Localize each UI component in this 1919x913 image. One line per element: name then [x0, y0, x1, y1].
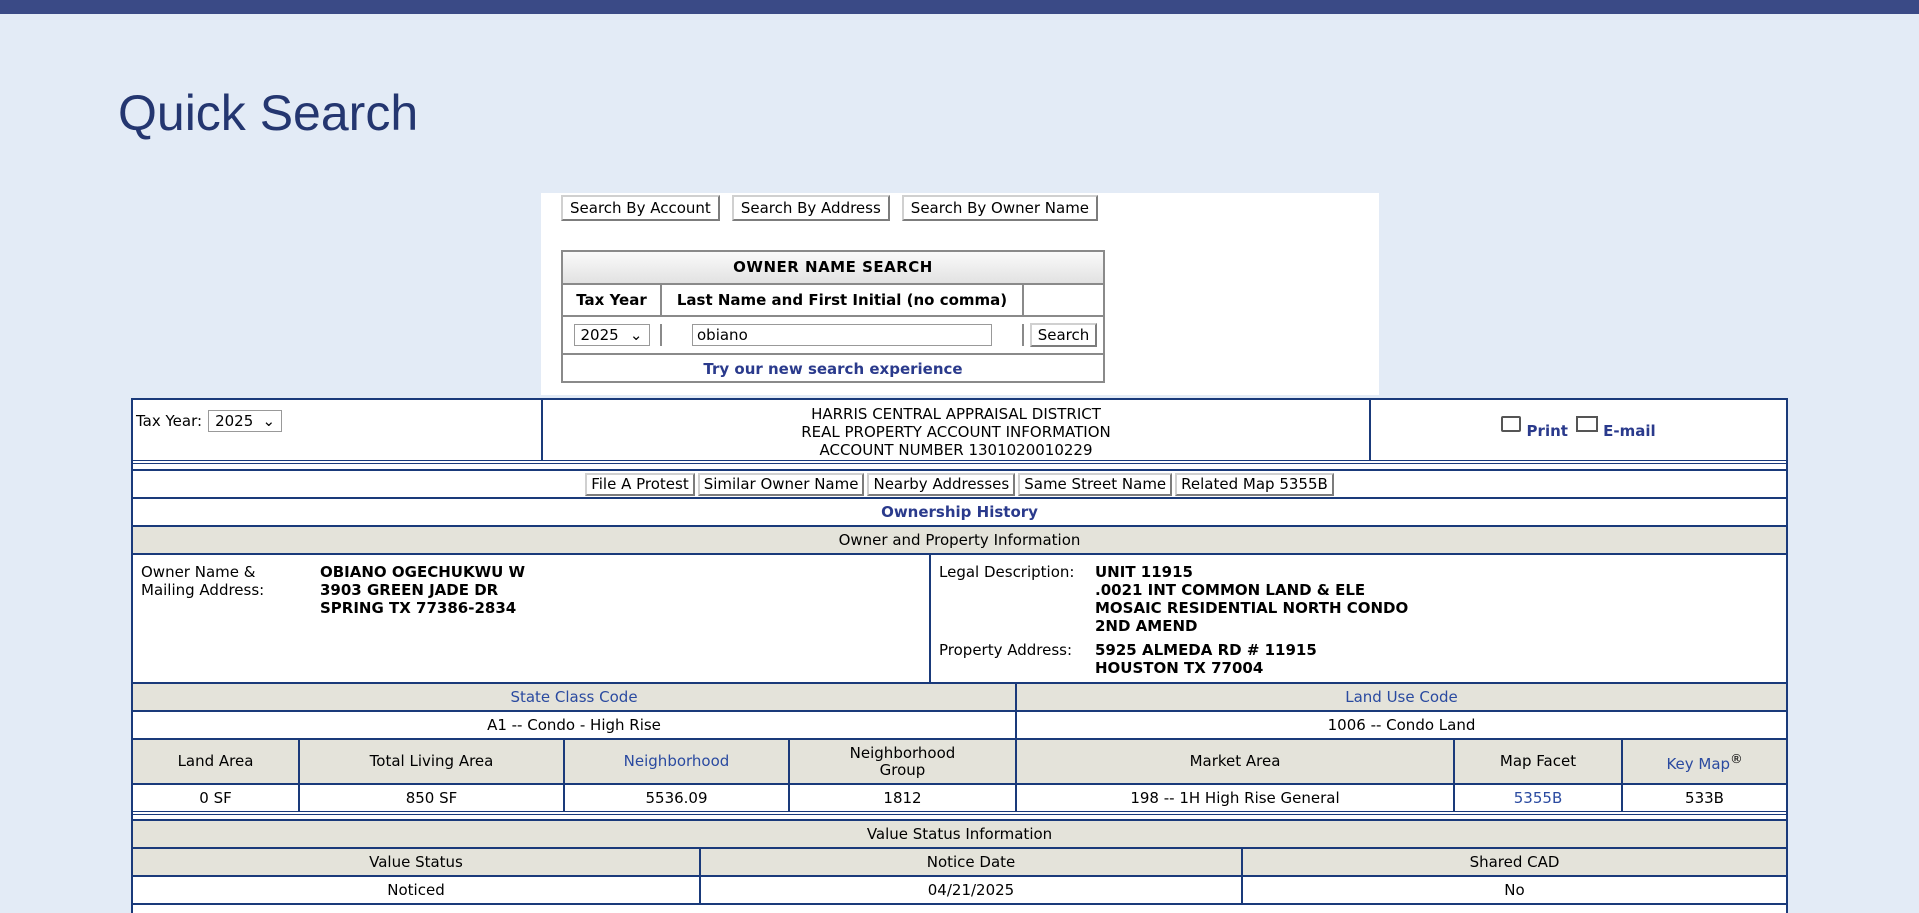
land-area-header: Land Area — [133, 740, 300, 783]
neighborhood-group-value: 1812 — [790, 785, 1017, 811]
owner-search-button[interactable]: Search — [1030, 323, 1098, 347]
owner-mailing-address: OBIANO OGECHUKWU W 3903 GREEN JADE DR SPRING TX 77386-2834 — [320, 563, 526, 617]
account-header: HARRIS CENTRAL APPRAISAL DISTRICT REAL PROPERTY ACCOUNT INFORMATION ACCOUNT NUMBER 1301020010229 — [543, 400, 1371, 460]
value-status-section-header: Value Status Information — [133, 821, 1786, 849]
notice-date-header: Notice Date — [701, 849, 1243, 875]
shared-cad-value: No — [1504, 881, 1525, 899]
search-by-address-button[interactable]: Search By Address — [732, 195, 890, 221]
neighborhood-group-header: Neighborhood Group — [790, 740, 1017, 783]
page-title: Quick Search — [118, 85, 419, 141]
land-use-value: 1006 -- Condo Land — [1327, 716, 1476, 734]
key-map-link[interactable]: Key Map® — [1666, 751, 1743, 773]
owner-label: Owner Name & Mailing Address: — [141, 563, 265, 599]
top-bar — [0, 0, 1919, 14]
land-use-code-link[interactable]: Land Use Code — [1345, 688, 1458, 706]
state-class-code-link[interactable]: State Class Code — [510, 688, 638, 706]
map-facet-link[interactable]: 5355B — [1513, 789, 1563, 807]
account-info-panel — [131, 398, 1788, 913]
value-status-header: Value Status — [133, 849, 701, 875]
owner-name-search-box — [561, 250, 1105, 383]
account-number: ACCOUNT NUMBER 1301020010229 — [819, 441, 1093, 459]
neighborhood-value: 5536.09 — [565, 785, 790, 811]
market-area-header: Market Area — [1017, 740, 1455, 783]
property-address: 5925 ALMEDA RD # 11915 HOUSTON TX 77004 — [1095, 641, 1317, 677]
owner-search-header: OWNER NAME SEARCH — [563, 252, 1103, 285]
name-column-header: Last Name and First Initial (no comma) — [662, 285, 1024, 315]
envelope-icon — [1576, 416, 1598, 432]
chevron-down-icon: ⌄ — [629, 326, 643, 344]
same-street-name-button[interactable]: Same Street Name — [1018, 473, 1172, 496]
owner-property-section-header: Owner and Property Information — [133, 527, 1786, 555]
legal-description-label: Legal Description: — [939, 563, 1075, 581]
notice-date-value: 04/21/2025 — [701, 877, 1243, 903]
print-link[interactable]: Print — [1501, 420, 1568, 440]
market-area-value: 198 -- 1H High Rise General — [1017, 785, 1455, 811]
email-link[interactable]: E-mail — [1576, 420, 1656, 440]
tax-year-column-header: Tax Year — [563, 285, 662, 315]
action-buttons — [133, 471, 1786, 499]
land-area-value: 0 SF — [133, 785, 300, 811]
key-map-value: 533B — [1685, 789, 1724, 807]
shared-cad-header: Shared CAD — [1243, 849, 1786, 875]
nearby-addresses-button[interactable]: Nearby Addresses — [867, 473, 1015, 496]
property-address-label: Property Address: — [939, 641, 1073, 659]
legal-description: UNIT 11915 .0021 INT COMMON LAND & ELE MOSAIC RESIDENTIAL NORTH CONDO 2ND AMEND — [1095, 563, 1409, 635]
related-map-button[interactable]: Related Map 5355B — [1175, 473, 1334, 496]
ownership-history-link[interactable]: Ownership History — [881, 503, 1038, 521]
chevron-down-icon: ⌄ — [262, 412, 276, 430]
tax-year-label: Tax Year: — [136, 412, 203, 430]
owner-search-tax-year-select[interactable]: 2025 ⌄ — [574, 324, 650, 346]
new-search-experience-link[interactable]: Try our new search experience — [703, 360, 963, 378]
printer-icon — [1501, 416, 1521, 432]
value-status-value: Noticed — [133, 877, 701, 903]
account-tax-year-select[interactable]: 2025 ⌄ — [208, 410, 282, 432]
search-panel — [541, 193, 1379, 395]
total-living-area-value: 850 SF — [300, 785, 565, 811]
neighborhood-link[interactable]: Neighborhood — [623, 752, 730, 770]
map-facet-header: Map Facet — [1455, 740, 1623, 783]
owner-name-input[interactable]: obiano — [692, 324, 992, 346]
search-by-account-button[interactable]: Search By Account — [561, 195, 720, 221]
search-by-owner-name-button[interactable]: Search By Owner Name — [902, 195, 1098, 221]
state-class-value: A1 -- Condo - High Rise — [133, 712, 1017, 738]
search-tabs — [561, 195, 1098, 221]
file-a-protest-button[interactable]: File A Protest — [585, 473, 695, 496]
similar-owner-name-button[interactable]: Similar Owner Name — [698, 473, 865, 496]
total-living-area-header: Total Living Area — [300, 740, 565, 783]
